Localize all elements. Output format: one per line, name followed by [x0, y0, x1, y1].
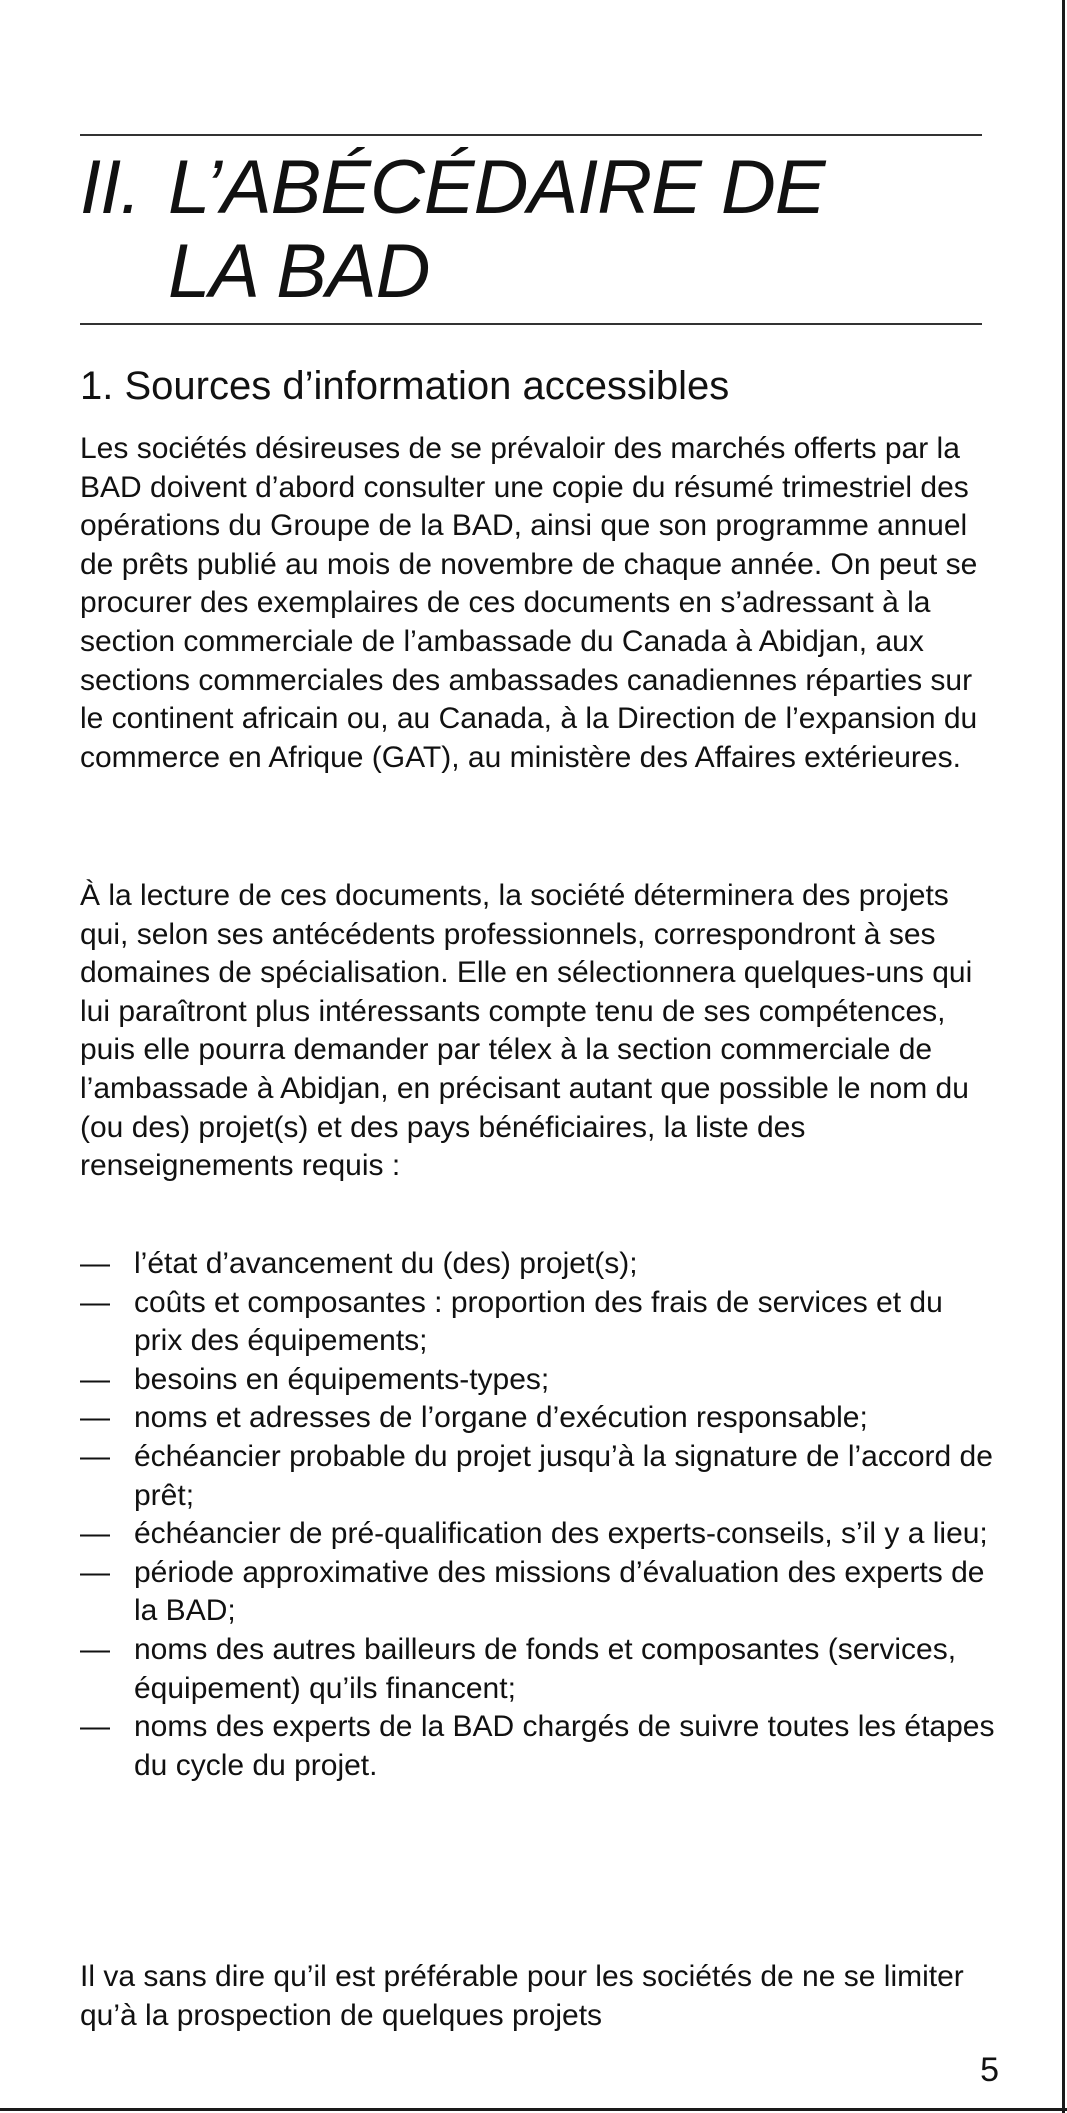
- list-item: [80, 1284, 995, 1361]
- section-heading: 1. Sources d’information accessibles: [80, 364, 730, 408]
- list-item-text: besoins en équipements-types;: [134, 1362, 550, 1396]
- chapter-number-spacer: [80, 230, 168, 314]
- chapter-title-line-1: [80, 146, 980, 230]
- paragraph-1: [80, 430, 995, 777]
- list-item: [80, 1554, 995, 1631]
- list-item: [80, 1515, 995, 1554]
- bullet-dash: —: [80, 1401, 110, 1435]
- bullet-dash: —: [80, 1285, 110, 1319]
- list-item: [80, 1631, 995, 1708]
- bullet-dash: —: [80, 1710, 110, 1744]
- list-item-text: noms des autres bailleurs de fonds et composantes (services, équipement) qu’ils financent;: [134, 1632, 957, 1705]
- list-item: [80, 1245, 995, 1284]
- paragraph-2-text: À la lecture de ces documents, la société déterminera des projets qui, selon ses antécédents professionnels, correspondront à ses domaines de spécialisation. Elle en sélectionnera quelques-uns qui lui paraîtront plus intéressants compte tenu de ses compétences, puis elle pourra demander par télex à la section commerciale de l’ambassade à Abidjan, en précisant autant que possible le nom du (ou des) projet(s) et des pays bénéficiaires, la liste des renseignements requis :: [80, 879, 973, 1183]
- bullet-dash: —: [80, 1439, 110, 1473]
- list-item-text: noms et adresses de l’organe d’exécution responsable;: [134, 1401, 868, 1435]
- list-item: [80, 1399, 995, 1438]
- chapter-title-line-2: [80, 230, 980, 314]
- requirements-list: [80, 1245, 995, 1785]
- bullet-dash: —: [80, 1517, 110, 1551]
- page-edge-bottom: [0, 2108, 1067, 2111]
- paragraph-1-text: Les sociétés désireuses de se prévaloir des marchés offerts par la BAD doivent d’abord consulter une copie du résumé trimestriel des opérations du Groupe de la BAD, ainsi que son programme annuel de prêts publié au mois de novembre de chaque année. On peut se procurer des exemplaires de ces documents en s’adressant à la section commerciale de l’ambassade du Canada à Abidjan, aux sections commerciales des ambassades canadiennes réparties sur le continent africain ou, au Canada, à la Direction de l’expansion du commerce en Afrique (GAT), au ministère des Affaires extérieures.: [80, 432, 978, 774]
- list-item-text: échéancier probable du projet jusqu’à la signature de l’accord de prêt;: [134, 1439, 993, 1512]
- list-item-text: noms des experts de la BAD chargés de suivre toutes les étapes du cycle du projet.: [134, 1710, 995, 1782]
- title-rule-bottom: [80, 323, 982, 325]
- bullet-dash: —: [80, 1247, 110, 1280]
- chapter-number: II.: [80, 145, 141, 230]
- title-rule-top: [80, 134, 982, 136]
- chapter-title-text-1: L’ABÉCÉDAIRE DE: [168, 145, 825, 230]
- list-item: [80, 1708, 995, 1785]
- list-item-text: période approximative des missions d’évaluation des experts de la BAD;: [134, 1555, 985, 1628]
- bullet-dash: —: [80, 1632, 110, 1666]
- bullet-dash: —: [80, 1555, 110, 1589]
- list-item-text: l’état d’avancement du (des) projet(s);: [134, 1247, 638, 1280]
- page-number: 5: [980, 2051, 999, 2089]
- list-item-text: échéancier de pré-qualification des experts-conseils, s’il y a lieu;: [134, 1517, 988, 1551]
- paragraph-3: [80, 1958, 995, 2035]
- page-edge-right: [1062, 0, 1065, 2113]
- list-item-text: coûts et composantes : proportion des frais de services et du prix des équipements;: [134, 1285, 943, 1358]
- chapter-title: [80, 146, 980, 314]
- list-item: [80, 1438, 995, 1515]
- chapter-title-text-2: LA BAD: [168, 229, 430, 314]
- paragraph-3-text: Il va sans dire qu’il est préférable pour les sociétés de ne se limiter qu’à la prospection de quelques projets: [80, 1960, 964, 2032]
- bullet-dash: —: [80, 1362, 110, 1396]
- paragraph-2: [80, 877, 995, 1186]
- list-item: [80, 1361, 995, 1400]
